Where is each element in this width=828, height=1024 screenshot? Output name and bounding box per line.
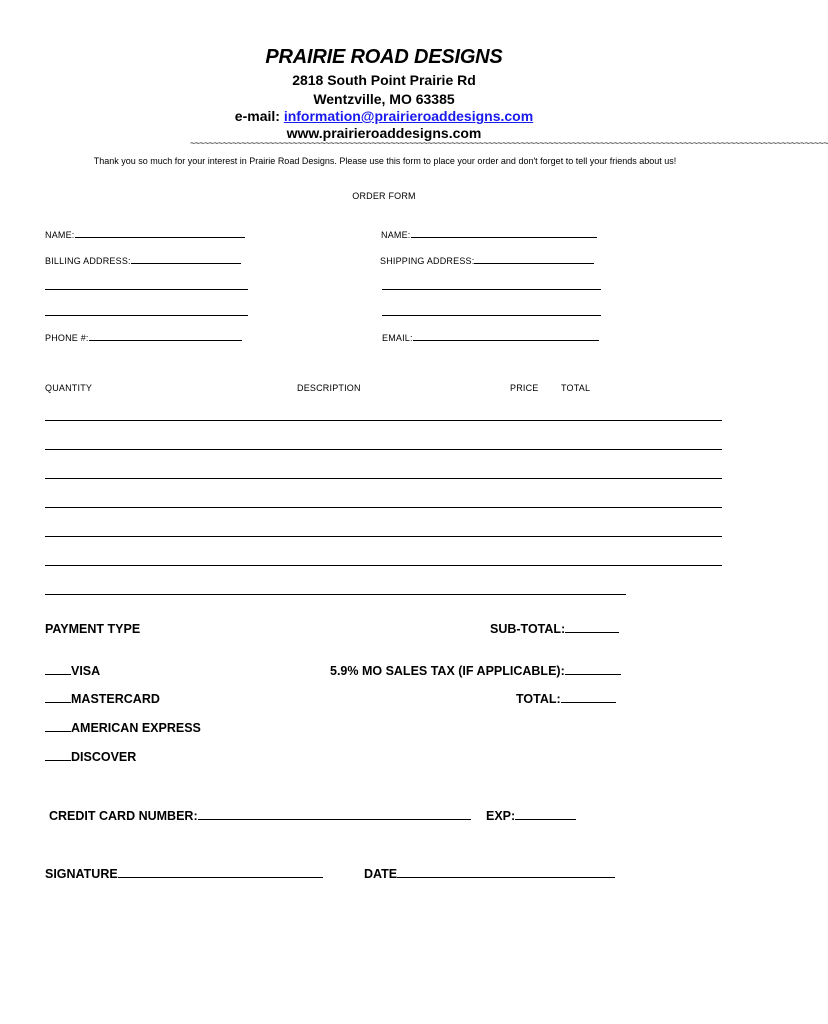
signature-line[interactable] [118,867,323,878]
phone-field[interactable] [45,332,242,343]
billing-address-label: BILLING ADDRESS: [45,256,131,266]
date-field[interactable] [364,867,615,881]
email-field[interactable] [382,332,599,343]
email-link[interactable]: information@prairieroaddesigns.com [283,108,534,124]
email-label: e-mail: [234,108,280,124]
street-address: 2818 South Point Prairie Rd [292,72,476,88]
sales-tax-field[interactable] [330,664,621,678]
payment-type-heading: PAYMENT TYPE [45,622,141,636]
payment-option-visa[interactable] [45,664,100,678]
billing-name-line[interactable] [75,229,245,238]
shipping-address-label: SHIPPING ADDRESS: [380,256,475,266]
city-state-zip: Wentzville, MO 63385 [313,91,455,107]
email-line [0,108,768,124]
column-quantity: QUANTITY [45,383,93,393]
billing-name-label: NAME: [45,230,75,240]
exp-line[interactable] [515,809,576,820]
shipping-name-field[interactable] [381,229,597,240]
signature-field[interactable] [45,867,323,881]
billing-address-line-2[interactable] [45,289,248,290]
shipping-address-line[interactable] [474,255,594,264]
form-title: ORDER FORM [352,191,416,201]
order-line[interactable] [45,565,722,566]
email-field-label: EMAIL: [382,333,413,343]
billing-address-line[interactable] [131,255,241,264]
signature-label: SIGNATURE [45,867,118,881]
column-description: DESCRIPTION [297,383,361,393]
website: www.prairieroaddesigns.com [286,125,482,141]
date-label: DATE [364,867,398,881]
shipping-name-label: NAME: [381,230,411,240]
total-label: TOTAL: [516,692,561,706]
billing-address-line-3[interactable] [45,315,248,316]
payment-checkbox-line[interactable] [45,750,71,761]
column-total: TOTAL [561,383,591,393]
order-line[interactable] [45,594,626,595]
payment-option-label: MASTERCARD [71,692,160,706]
billing-name-field[interactable] [45,229,245,240]
order-line[interactable] [45,478,722,479]
payment-checkbox-line[interactable] [45,721,71,732]
sales-tax-label: 5.9% MO SALES TAX (IF APPLICABLE): [330,664,565,678]
credit-card-label: CREDIT CARD NUMBER: [49,809,198,823]
credit-card-field[interactable] [49,809,471,823]
order-line[interactable] [45,536,722,537]
exp-label: EXP: [486,809,516,823]
payment-checkbox-line[interactable] [45,664,71,675]
payment-option-mastercard[interactable] [45,692,160,706]
phone-label: PHONE #: [45,333,89,343]
order-line[interactable] [45,420,722,421]
total-line[interactable] [561,692,616,703]
company-name: PRAIRIE ROAD DESIGNS [265,46,503,68]
payment-option-label: VISA [71,664,101,678]
exp-field[interactable] [486,809,576,823]
payment-checkbox-line[interactable] [45,692,71,703]
credit-card-line[interactable] [198,809,471,820]
total-field[interactable] [516,692,616,706]
shipping-address-line-3[interactable] [382,315,601,316]
email-field-line[interactable] [413,332,599,341]
phone-line[interactable] [89,332,242,341]
subtotal-line[interactable] [565,622,619,633]
billing-address-field[interactable] [45,255,241,266]
tilde-divider: ~~~~~~~~~~~~~~~~~~~~~~~~~~~~~~~~~~~~~~~~~~~~~~~~~~~~~~~~~~~~~~~~~~~~~~~~~~~~~~~~~~~~~~~~~~~~~~~~~~~~~~~~~~~~~~~~~~~~~~~~~~~~~~~~~~~~~~~~~ [190,138,828,148]
payment-option-label: DISCOVER [71,750,137,764]
payment-option-discover[interactable] [45,750,136,764]
date-line[interactable] [397,867,615,878]
shipping-address-field[interactable] [380,255,594,266]
payment-option-label: AMERICAN EXPRESS [71,721,201,735]
sales-tax-line[interactable] [565,664,621,675]
payment-option-amex[interactable] [45,721,201,735]
subtotal-label: SUB-TOTAL: [490,622,566,636]
shipping-name-line[interactable] [411,229,597,238]
order-line[interactable] [45,507,722,508]
shipping-address-line-2[interactable] [382,289,601,290]
subtotal-field[interactable] [490,622,619,636]
intro-text: Thank you so much for your interest in Prairie Road Designs. Please use this form to place your order and don't forget to tell your friends about us! [93,156,677,166]
order-line[interactable] [45,449,722,450]
column-price: PRICE [510,383,539,393]
